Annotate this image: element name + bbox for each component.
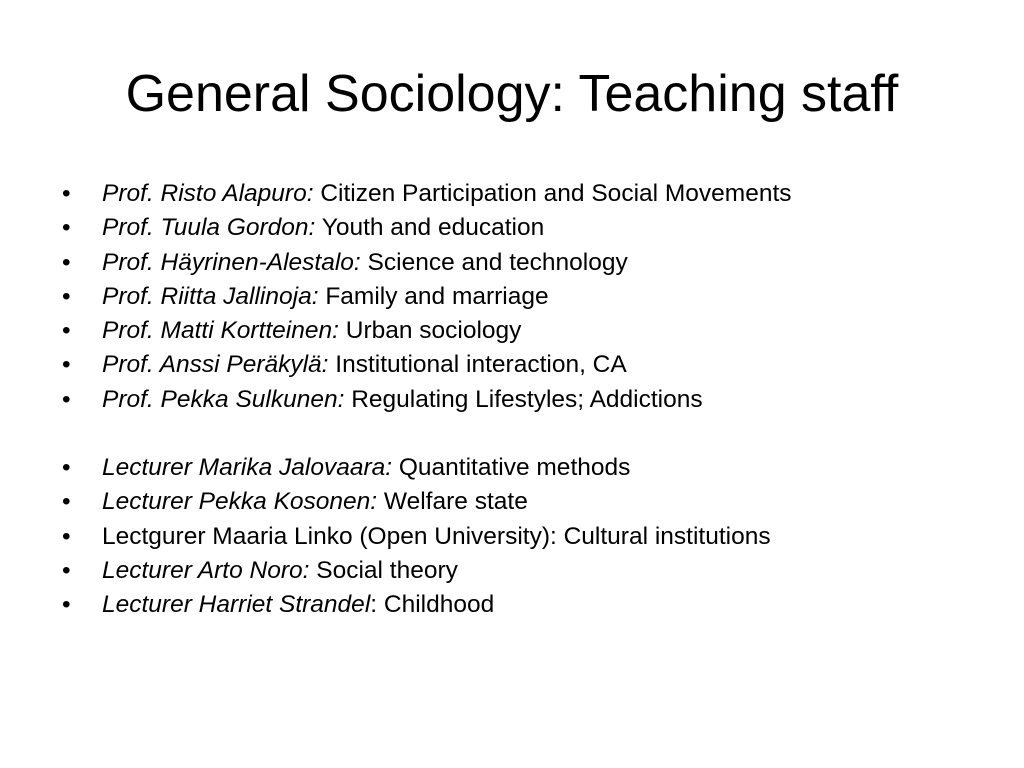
bullet-icon: • [62,351,71,379]
staff-name: Prof. Risto Alapuro: [102,180,314,207]
list-item [62,588,792,622]
staff-topic: Cultural institutions [556,522,771,550]
list-item [62,246,792,280]
staff-topic: Institutional interaction, CA [328,351,627,379]
staff-name: Lecturer Harriet Strandel [102,591,371,619]
list-item [62,314,792,348]
bullet-icon: • [62,385,71,413]
staff-name: Prof. Pekka Sulkunen: [102,385,345,413]
staff-name: Prof. Riitta Jallinoja: [102,282,319,310]
list-item [62,554,792,588]
staff-topic: Family and marriage [318,282,549,310]
staff-name: Lecturer Pekka Kosonen: [102,488,378,516]
staff-name: Prof. Anssi Peräkylä: [102,351,329,379]
bullet-icon: • [62,180,71,207]
bullet-icon: • [62,488,71,516]
list-item [62,280,792,314]
staff-name: Prof. Matti Kortteinen: [102,317,339,345]
staff-name: Prof. Häyrinen-Alestalo: [102,248,361,276]
staff-name: Lectgurer Maaria Linko (Open University): [102,522,557,550]
staff-topic: Science and technology [360,248,628,276]
list-item [62,451,792,485]
staff-name: Lecturer Marika Jalovaara: [102,454,393,482]
bullet-icon: • [62,556,71,584]
staff-topic: Welfare state [377,488,528,516]
list-item [62,520,792,554]
bullet-icon: • [62,317,71,345]
staff-topic: Regulating Lifestyles; Addictions [344,385,703,413]
list-item [62,177,792,211]
bullet-icon: • [62,282,71,310]
staff-topic: Quantitative methods [392,454,631,482]
slide-title: General Sociology: Teaching staff [125,65,899,123]
bullet-icon: • [62,454,71,482]
staff-name: Lecturer Arto Noro: [102,556,310,584]
list-item [62,383,792,417]
bullet-icon: • [62,522,71,550]
staff-name: Prof. Tuula Gordon: [102,214,316,242]
bullet-icon: • [62,248,71,276]
staff-topic: Citizen Participation and Social Movements [313,180,792,207]
bullet-icon: • [62,591,71,619]
list-item [62,348,792,382]
list-item [62,485,792,519]
staff-topic: : Childhood [370,591,495,619]
staff-topic: Urban sociology [338,317,522,345]
staff-list [62,177,792,623]
staff-topic: Social theory [309,556,458,584]
staff-topic: Youth and education [315,214,545,242]
bullet-icon: • [62,214,71,242]
list-item [62,211,792,245]
